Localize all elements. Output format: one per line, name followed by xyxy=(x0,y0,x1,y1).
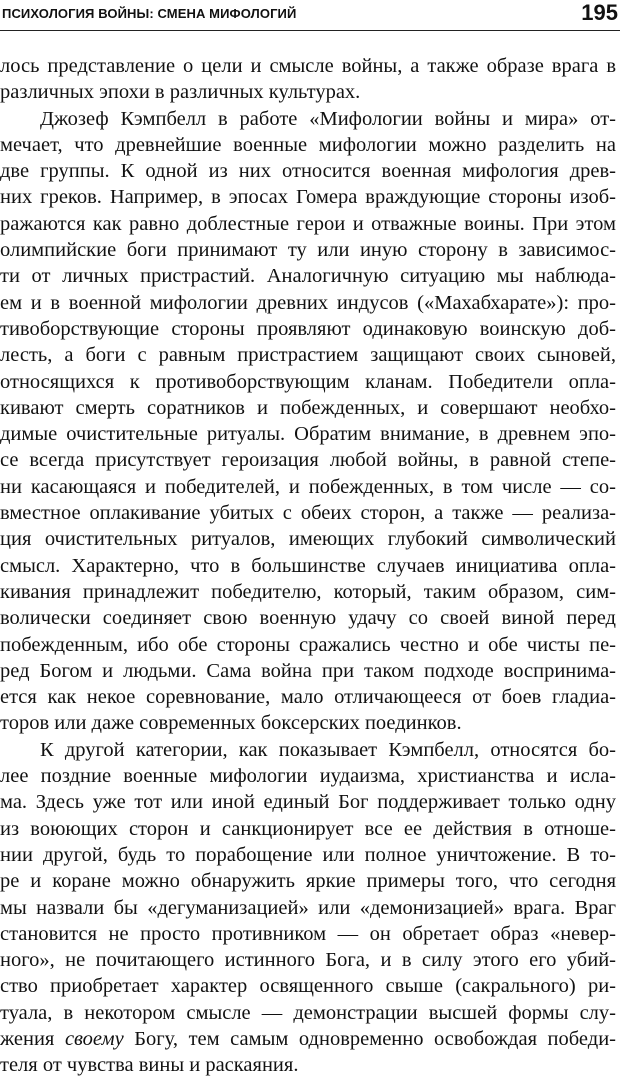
text-line: них греков. Например, в эпосах Гомера враждующие стороны изоб- xyxy=(0,186,616,209)
text-line: торов или даже современных боксерских поединков. xyxy=(0,712,462,735)
text-line: кивания принадлежит победителю, который, таким образом, сим- xyxy=(0,580,616,603)
text-line: ре и коране можно обнаружить яркие примеры того, что сегодня xyxy=(0,870,616,893)
text-line: ция очистительных ритуалов, имеющих глубокий символический xyxy=(0,528,616,551)
text-line: кивают смерть соратников и побежденных, и совершают необхо- xyxy=(0,396,616,419)
text-line: две группы. К одной из них относится военная мифология древ- xyxy=(0,160,616,183)
text-line: лось представление о цели и смысле войны, а также образе врага в xyxy=(0,55,616,77)
text-line: лее поздние военные мифологии иудаизма, христианства и исла- xyxy=(0,765,616,788)
text-line: вместное оплакивание убитых с обеих сторон, а также — реализа- xyxy=(0,502,616,525)
text-line: К другой категории, как показывает Кэмпбелл, относятся бо- xyxy=(40,738,616,761)
text-line: ред Богом и людьми. Сама война при таком подходе воспринима- xyxy=(0,659,616,682)
page-number: 195 xyxy=(581,0,618,25)
text-line: ем и в военной мифологии древних индусов («Махабхарате»): про- xyxy=(0,291,616,314)
text-line: ма. Здесь уже тот или иной единый Бог поддерживает только одну xyxy=(0,791,616,814)
text-line: димые очистительные ритуалы. Обратим внимание, в древнем эпо- xyxy=(0,423,616,446)
text-line: из воюющих сторон и санкционирует все ее действия в отноше- xyxy=(0,817,616,840)
text-line: теля от чувства вины и раскаяния. xyxy=(0,1054,299,1077)
text-line: олимпийские боги принимают ту или иную сторону в зависимос- xyxy=(0,239,616,262)
text-line: ного», не почитающего истинного Бога, и в силу этого его убий- xyxy=(0,949,616,972)
text-line: ни касающаяся и победителей, и побежденных, в том числе — со- xyxy=(0,475,616,498)
italic-word: своему xyxy=(64,1027,124,1050)
text-run: Богу, тем самым одновременно освобождая победи- xyxy=(123,1027,616,1050)
text-line: становится не просто противником — он обретает образ «невер- xyxy=(0,922,616,945)
text-line: ется как некое соревнование, мало отличающееся от боев гладиа- xyxy=(0,686,616,709)
text-line: ство приобретает характер освященного свыше (сакрального) ри- xyxy=(0,975,616,998)
text-line: волически соединяет свою военную удачу со своей виной перед xyxy=(0,607,616,630)
text-line: нии другой, будь то порабощение или полное уничтожение. В то- xyxy=(0,843,616,866)
text-line: мы назвали бы «дегуманизацией» или «демонизацией» врага. Враг xyxy=(0,896,616,919)
text-line: ти от личных пристрастий. Аналогичную ситуацию мы наблюда- xyxy=(0,265,616,288)
page-header xyxy=(0,0,620,31)
running-title: ПСИХОЛОГИЯ ВОЙНЫ: СМЕНА МИФОЛОГИЙ xyxy=(2,6,297,21)
text-line-with-italic xyxy=(0,1026,616,1052)
text-run: жения xyxy=(0,1027,65,1050)
text-line: лесть, а боги с равным пристрастием защищают своих сыновей, xyxy=(0,344,616,367)
text-line: Джозеф Кэмпбелл в работе «Мифологии войны и мира» от- xyxy=(40,107,616,130)
text-line: туала, в некотором смысле — демонстрации высшей формы слу- xyxy=(0,1001,616,1024)
text-line: мечает, что древнейшие военные мифологии можно разделить на xyxy=(0,133,616,156)
text-line: побежденным, ибо обе стороны сражались честно и обе чисты пе- xyxy=(0,633,616,656)
text-line: различных эпохи в различных культурах. xyxy=(0,81,361,104)
text-line: се всегда присутствует героизация любой войны, в равной степе- xyxy=(0,449,616,472)
text-line: смысл. Характерно, что в большинстве случаев инициатива опла- xyxy=(0,554,616,577)
body-text xyxy=(0,53,616,1079)
text-line: относящихся к противоборствующим кланам. Победители опла- xyxy=(0,370,616,393)
text-line: тивоборствующие стороны проявляют одинаковую воинскую доб- xyxy=(0,317,616,340)
text-line: ражаются как равно доблестные герои и отважные воины. При этом xyxy=(0,212,616,235)
